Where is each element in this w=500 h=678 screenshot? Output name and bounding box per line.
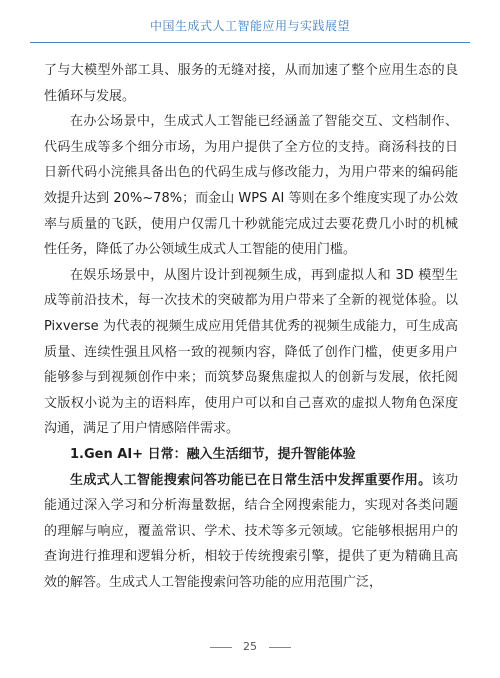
paragraph-entertainment: 在娱乐场景中，从图片设计到视频生成，再到虚拟人和 3D 模型生成等前沿技术，每一次技术的突破都为用户带来了全新的视觉体验。以 Pixverse 为代表的视频生成应用凭借其优秀的视频生成能力，可生成高质量、连续性强且风格一致的视频内容，降低了创作门槛，使更多用户能够参与到视频创作中来；而筑梦岛聚焦虚拟人的创新与发展，依托阅文版权小说为主的语料库，使用户可以和自己喜欢的虚拟人物角色深度沟通，满足了用户情感陪伴需求。 — [44, 267, 458, 437]
header-title: 中国生成式人工智能应用与实践展望 — [149, 19, 350, 33]
paragraph-search-lead: 生成式人工智能搜索问答功能已在日常生活中发挥重要作用。 — [70, 472, 432, 488]
paragraph-continuation: 了与大模型外部工具、服务的无缝对接，从而加速了整个应用生态的良性循环与发展。 — [44, 63, 458, 104]
paragraph-office: 在办公场景中，生成式人工智能已经涵盖了智能交互、文档制作、代码生成等多个细分市场，为用户提供了全方位的支持。商汤科技的日日新代码小浣熊具备出色的代码生成与修改能力，为用户带来的编码能效提升达到 20%~78%；而金山 WPS AI 等则在多个维度实现了办公效率与质量的飞跃，使用户仅需几十秒就能完成过去要花费几小时的机械性任务，降低了办公领域生成式人工智能的使用门槛。 — [44, 114, 458, 258]
page-header — [0, 0, 500, 46]
section-heading: 1.Gen AI+ 日常：融入生活细节，提升智能体验 — [70, 446, 356, 462]
paragraph-search-rest: 该功能通过深入学习和分析海量数据，结合全网搜索能力，实现对各类问题的理解与响应，覆盖常识、学术、技术等多元领域。它能够根据用户的查询进行推理和逻辑分析，相较于传统搜索引擎，提供了更为精确且高效的解答。生成式人工智能搜索问答功能的应用范围广泛， — [44, 472, 458, 590]
page-body — [44, 58, 458, 595]
page-footer — [0, 640, 500, 653]
footer-dash-right — [269, 647, 291, 648]
page-number: 25 — [243, 640, 257, 653]
paragraph-search — [44, 468, 458, 596]
footer-dash-left — [210, 647, 232, 648]
header-rule — [30, 42, 470, 43]
